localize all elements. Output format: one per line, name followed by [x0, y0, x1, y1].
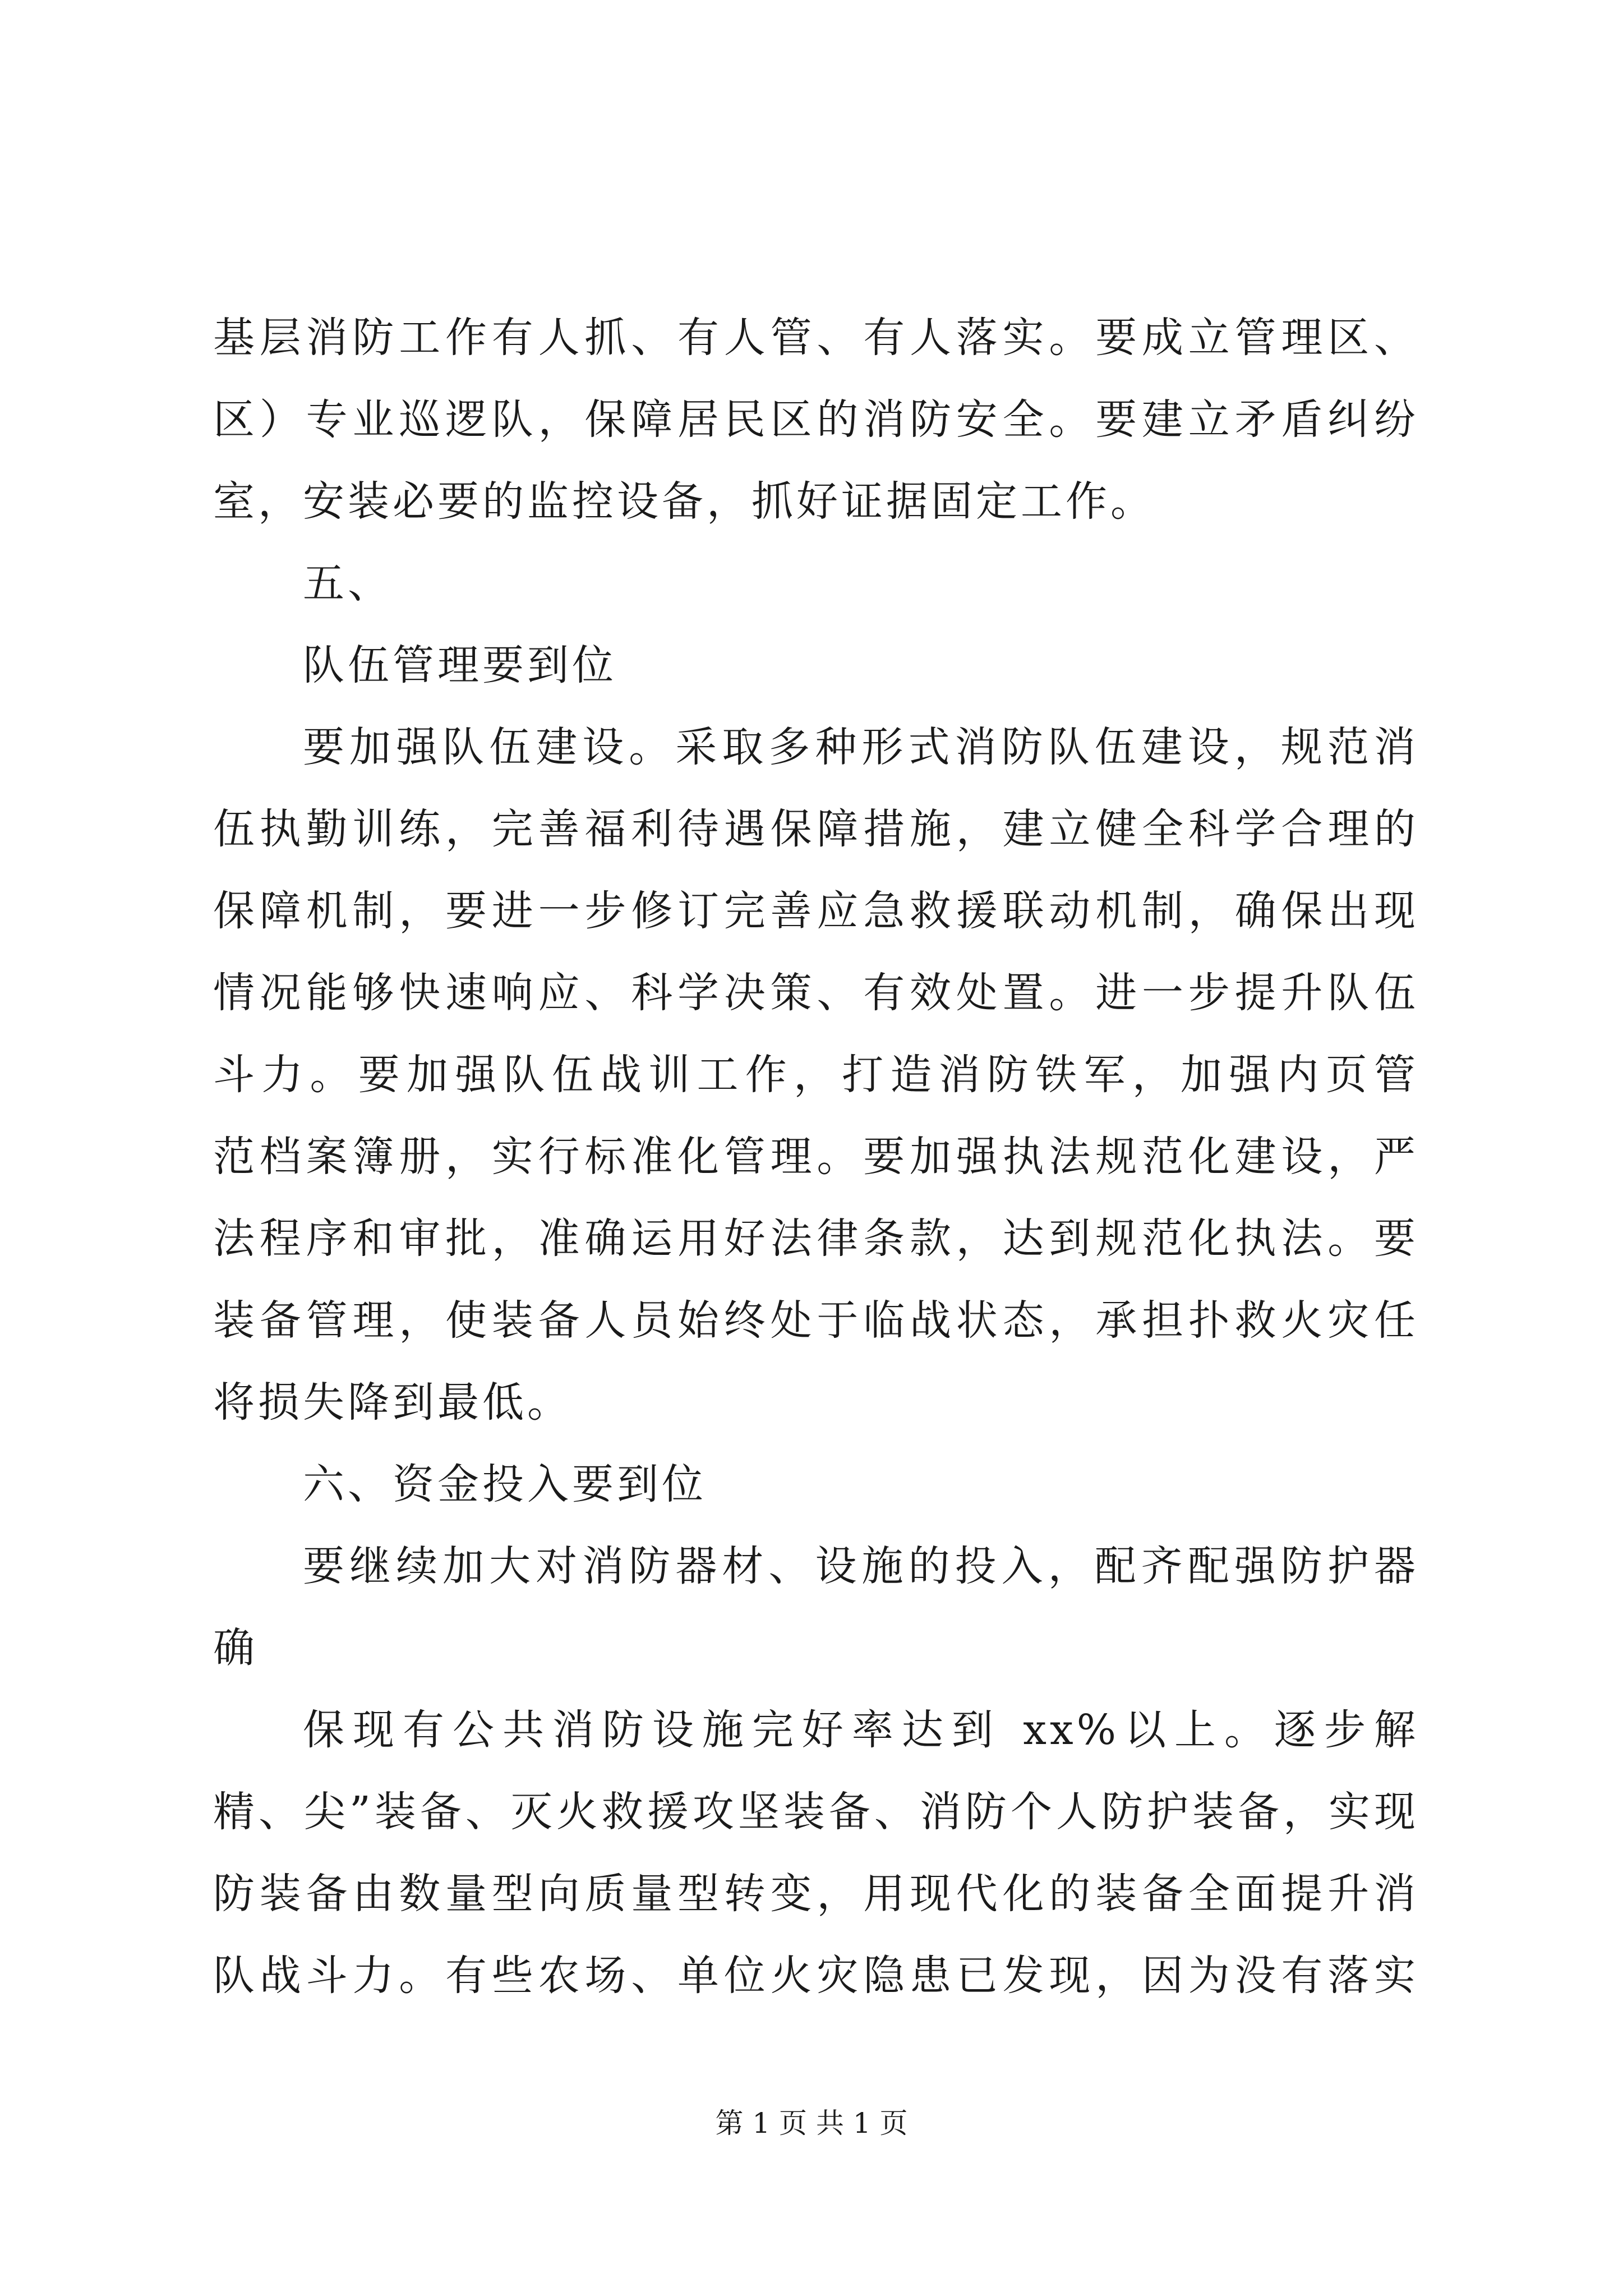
text-line: 要继续加大对消防器材、设施的投入，配齐配强防护器 [303, 1542, 1419, 1590]
text-line: 将损失降到最低。 [213, 1378, 572, 1427]
text-line: 斗力。要加强队伍战训工作，打造消防铁军，加强内页管 [213, 1051, 1419, 1099]
text-line: 防装备由数量型向质量型转变，用现代化的装备全面提升消 [213, 1870, 1419, 1918]
text-line: 精、尖”装备、灭火救援攻坚装备、消防个人防护装备，实现 [213, 1788, 1419, 1836]
text-line: 伍执勤训练，完善福利待遇保障措施，建立健全科学合理的 [213, 805, 1419, 853]
text-line: 保障机制，要进一步修订完善应急救援联动机制，确保出现 [213, 887, 1419, 935]
section-heading: 六、资金投入要到位 [303, 1460, 707, 1508]
text-line: 情况能够快速响应、科学决策、有效处置。进一步提升队伍 [213, 969, 1419, 1017]
text-line: 区）专业巡逻队，保障居民区的消防安全。要建立矛盾纠纷 [213, 395, 1419, 444]
section-number: 五、 [303, 559, 393, 608]
text-line: 保现有公共消防设施完好率达到 xx%以上。逐步解 [303, 1706, 1419, 1754]
section-heading: 队伍管理要到位 [303, 641, 617, 689]
text-line: 室，安装必要的监控设备，抓好证据固定工作。 [213, 477, 1155, 526]
text-line: 基层消防工作有人抓、有人管、有人落实。要成立管理区、 [213, 314, 1419, 362]
text-line: 范档案簿册，实行标准化管理。要加强执法规范化建设，严 [213, 1133, 1419, 1181]
text-line: 队战斗力。有些农场、单位火灾隐患已发现，因为没有落实 [213, 1952, 1419, 2000]
text-line: 装备管理，使装备人员始终处于临战状态，承担扑救火灾任 [213, 1296, 1419, 1345]
text-line: 要加强队伍建设。采取多种形式消防队伍建设，规范消 [303, 723, 1419, 771]
page-footer: 第 1 页 共 1 页 [715, 2107, 908, 2139]
text-line: 法程序和审批，准确运用好法律条款，达到规范化执法。要 [213, 1214, 1419, 1263]
text-line: 确 [213, 1624, 258, 1672]
